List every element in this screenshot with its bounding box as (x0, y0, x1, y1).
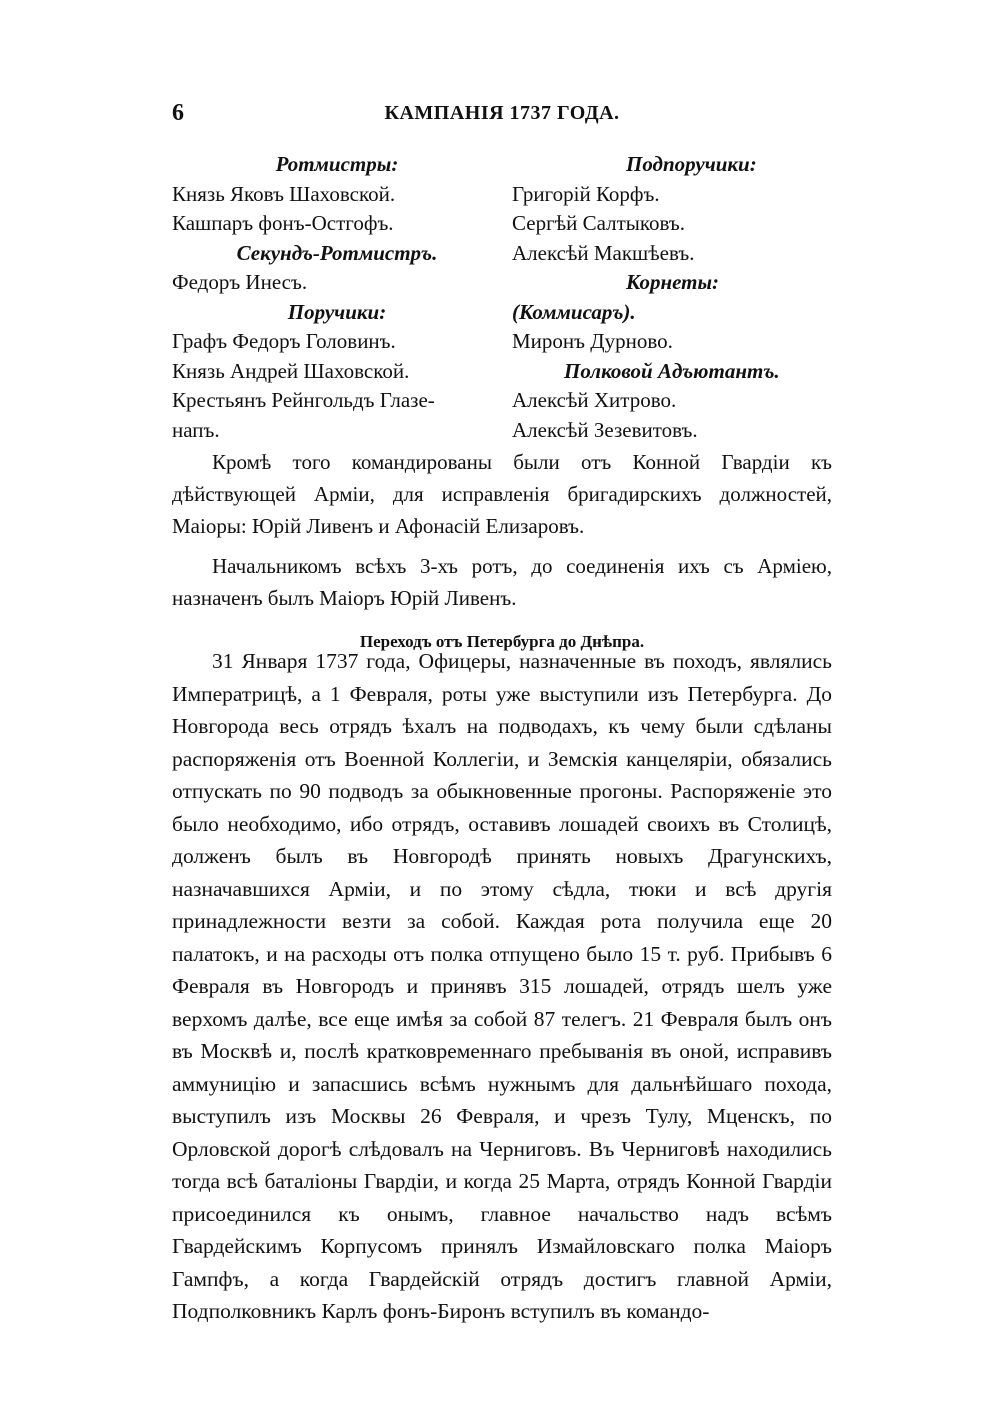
rank-heading: Подпоручики: (626, 152, 757, 176)
intro-paragraphs (172, 446, 832, 670)
officer-name: Кашпаръ фонъ-Остгофъ. (172, 211, 394, 235)
rank-heading: Ротмистры: (275, 152, 399, 176)
running-head (172, 100, 832, 132)
officer-name: Сергѣй Салтыковъ. (512, 211, 686, 235)
paragraph: Кромѣ того командированы были отъ Конной Гвардіи къ дѣйствующей Арміи, для исправленія бригадирскихъ должностей, Маіоры: Юрій Ливенъ и Афонасій Елизаровъ. (172, 450, 832, 538)
section-heading: Переходъ отъ Петербурга до Днѣпра. (359, 632, 645, 651)
officer-name: Князь Яковъ Шаховской. (172, 181, 396, 206)
rank-heading: Корнеты: (626, 270, 720, 294)
rank-heading: Поручики: (287, 299, 387, 324)
officer-name: напъ. (172, 417, 220, 442)
officer-name: Алексѣй Зезевитовъ. (512, 417, 698, 442)
roster-left-column (172, 150, 482, 445)
officer-name: Миронъ Дурново. (512, 329, 673, 353)
officer-name: Григорій Корфъ. (512, 181, 660, 206)
body-text (172, 645, 832, 1336)
body-paragraph: 31 Января 1737 года, Офицеры, назначенные въ походъ, являлись Императрицѣ, а 1 Февраля, роты уже выступили изъ Петербурга. До Новгорода весь отрядъ ѣхалъ на подводахъ, къ чему были сдѣланы распоряженія отъ Военной Коллегіи, и Земскія канцеляріи, обязались отпускать по 90 подводъ за обыкновенные прогоны. Распоряженіе это было необходимо, ибо отрядъ, оставивъ лошадей своихъ въ Столицѣ, долженъ былъ въ Новгородѣ принять новыхъ Драгунскихъ, назначавшихся Арміи, и по этому сѣдла, тюки и всѣ другія принадлежности везти за собой. Каждая рота получила еще 20 палатокъ, и на расходы отъ полка отпущено было 15 т. руб. Прибывъ 6 Февраля въ Новгородъ и принявъ 315 лошадей, отрядъ шелъ уже верхомъ далѣе, все еще имѣя за собой 87 телегъ. 21 Февраля былъ онъ въ Москвѣ и, послѣ кратковременнаго пребыванія въ оной, исправивъ аммуницію и запасшись всѣмъ нужнымъ для дальнѣйшаго похода, выступилъ изъ Москвы 26 Февраля, и чрезъ Тулу, Мценскъ, по Орловской дорогѣ слѣдовалъ на Черниговъ. Въ Черниговѣ находились тогда всѣ баталіоны Гвардіи, и когда 25 Марта, отрядъ Конной Гвардіи присоединился къ онымъ, главное начальство надъ всѣмъ Гвардейскимъ Корпусомъ принялъ Измайловскаго полка Маіоръ Гампфъ, а когда Гвардейскій отрядъ достигъ главной Арміи, Подполковникъ Карлъ фонъ-Биронъ вступилъ въ командо- (172, 649, 832, 1323)
roster-right-column (512, 150, 812, 445)
officer-name: Алексѣй Хитрово. (512, 388, 677, 412)
officer-name: (Коммисаръ). (512, 299, 636, 324)
officer-name: Федоръ Инесъ. (172, 270, 308, 294)
paragraph: Начальникомъ всѣхъ 3-хъ ротъ, до соединенія ихъ съ Арміею, назначенъ былъ Маіоръ Юрій Ливенъ. (172, 554, 832, 610)
running-title: КАМПАНІЯ 1737 ГОДА. (384, 102, 620, 124)
officer-name: Князь Андрей Шаховской. (172, 358, 410, 383)
officer-name: Крестьянъ Рейнгольдъ Глазе- (172, 388, 435, 412)
page-number: 6 (172, 100, 184, 126)
officer-name: Алексѣй Макшѣевъ. (512, 240, 695, 265)
rank-heading: Секундъ-Ротмистръ. (236, 240, 438, 265)
rank-heading: Полковой Адъютантъ. (564, 358, 780, 383)
officer-name: Графъ Федоръ Головинъ. (172, 329, 396, 353)
